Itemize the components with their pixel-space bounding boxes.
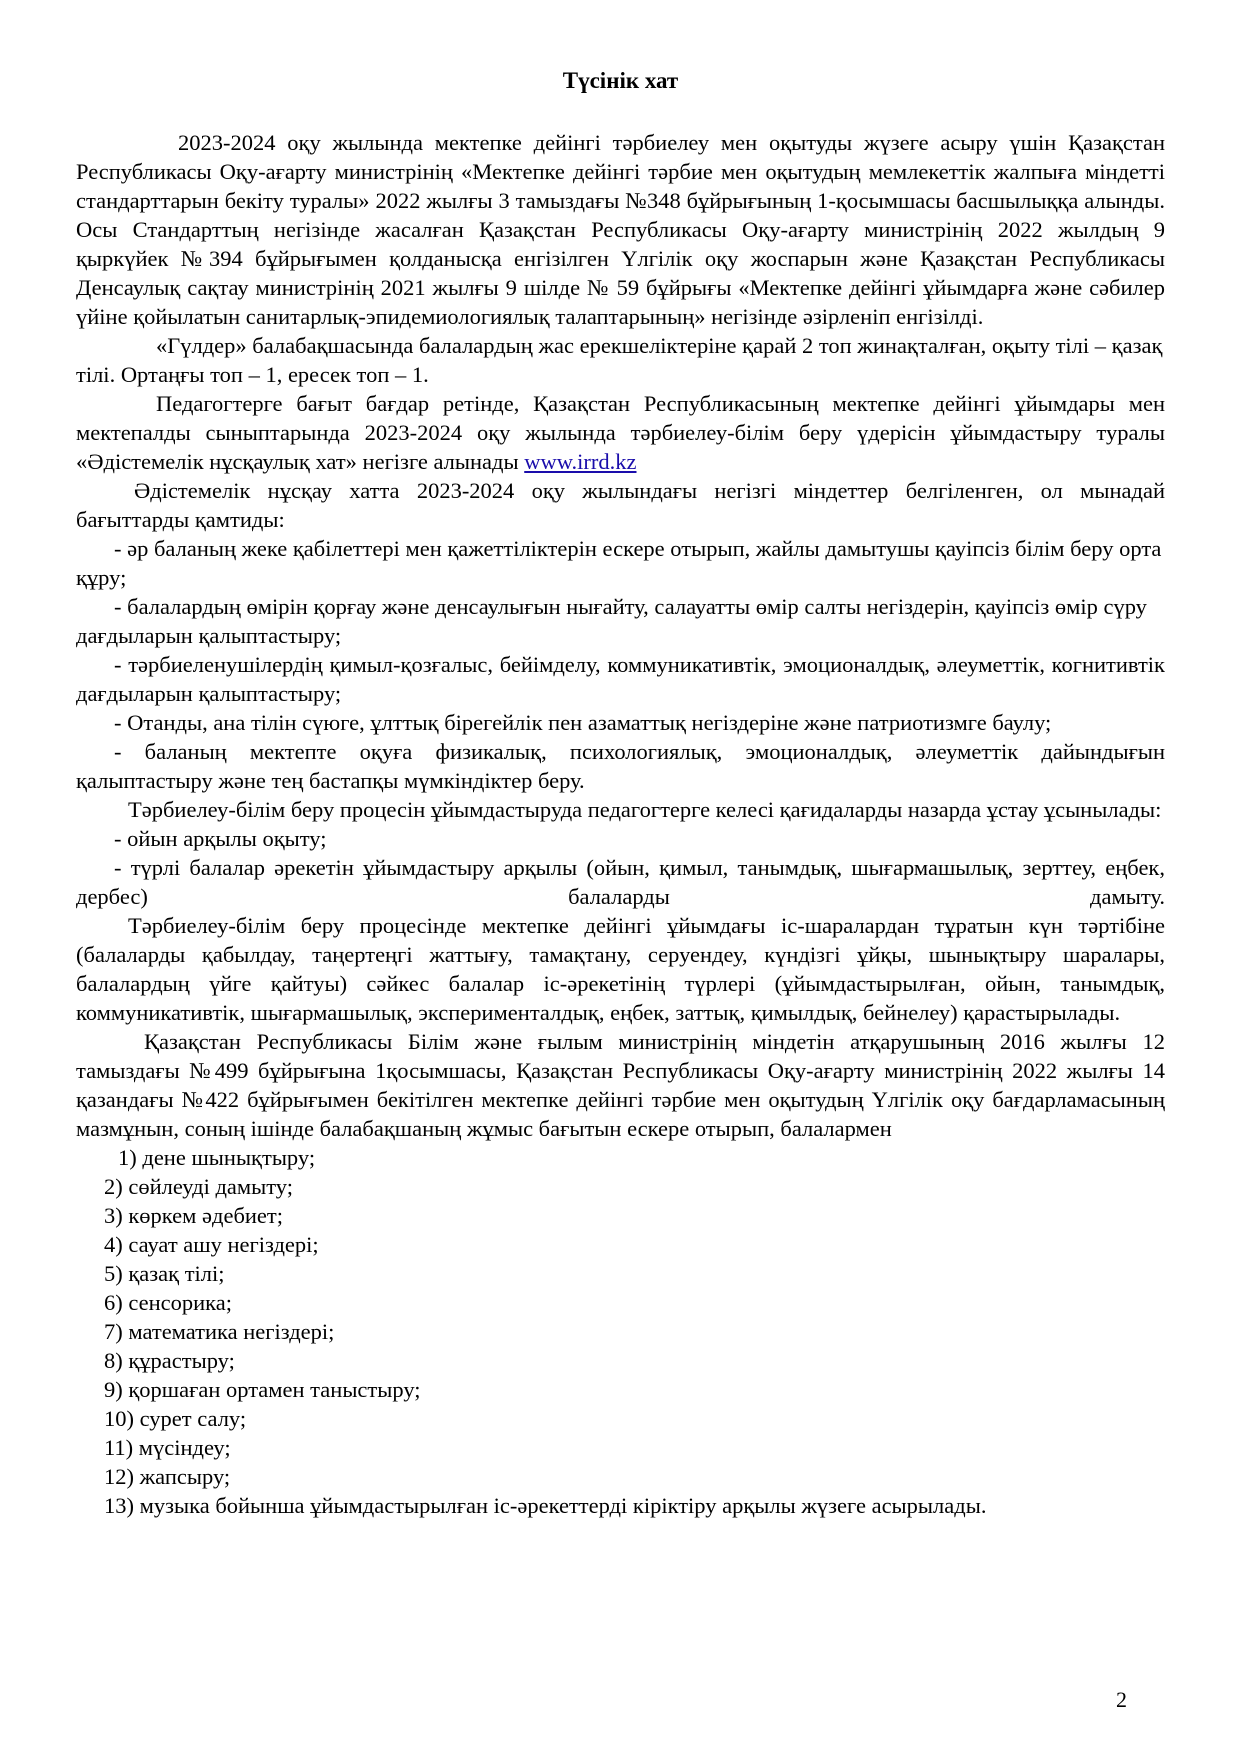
bullet-play-learning: - ойын арқылы оқыту; <box>114 826 327 851</box>
bullet-skills: - тәрбиеленушілердің қимыл-қозғалыс, бейімделу, коммуникативтік, эмоционалдық, әлеуметтік, когнитивтік дағдыларын қалыптастыру; <box>76 652 1165 706</box>
page-number: 2 <box>1116 1687 1127 1712</box>
list-item: 3) көркем әдебиет; <box>104 1203 284 1228</box>
paragraph-daily-routine: Тәрбиелеу-білім беру процесінде мектепке дейінгі ұйымдағы іс-шаралардан тұратын күн тәртібіне (балаларды қабылдау, таңертеңгі жаттығу, тамақтану, серуендеу, күндізгі ұйқы, шынықтыру шаралары, балалардың үйге қайтуы) сәйкес балалар іс-әрекетінің түрлері (ұйымдастырылған, ойын, танымдық, коммуникативтік, шығармашылық, эксперименталдық, еңбек, заттық, қимылдық, бейнелеу) қарастырылады. <box>76 913 1165 1025</box>
list-item: 13) музыка бойынша ұйымдастырылған іс-әрекеттерді кіріктіру арқылы жүзеге асырылады. <box>104 1493 987 1518</box>
list-item: 4) сауат ашу негіздері; <box>104 1232 319 1257</box>
list-item: 8) құрастыру; <box>104 1348 235 1373</box>
list-item: 11) мүсіндеу; <box>104 1435 231 1460</box>
list-item: 9) қоршаған ортамен таныстыру; <box>104 1377 421 1402</box>
paragraph-intro: 2023-2024 оқу жылында мектепке дейінгі тәрбиелеу мен оқытуды жүзеге асыру үшін Қазақстан Республикасы Оқу-ағарту министрінің «Мектепке дейінгі тәрбие мен оқытудың мемлекеттік жалпыға міндетті стандарттарын бекіту туралы» 2022 жылғы 3 тамыздағы №348 бұйрығының 1-қосымшасы басшылыққа алынды. Осы Стандарттың негізінде жасалған Қазақстан Республикасы Оқу-ағарту министрінің 2022 жылдың 9 қыркүйек №394 бұйрығымен қолданысқа енгізілген Үлгілік оқу жоспарын және Қазақстан Республикасы Денсаулық сақтау министрінің 2021 жылғы 9 шілде № 59 бұйрығы «Мектепке дейінгі ұйымдарға және сәбилер үйіне қойылатын санитарлық-эпидемиологиялық талаптарының» негізінде әзірленіп енгізілді. <box>76 130 1165 329</box>
bullet-activities: - түрлі балалар әрекетін ұйымдастыру арқылы (ойын, қимыл, танымдық, шығармашылық, зерттеу, еңбек, дербес) балаларды дамыту. <box>76 855 1165 909</box>
bullet-health: - балалардың өмірін қорғау және денсаулығын нығайту, салауатты өмір салты негіздерін, қауіпсіз өмір сүру дағдыларын қалыптастыру; <box>76 594 1147 648</box>
paragraph-methodical-letter-text: Педагогтерге бағыт бағдар ретінде, Қазақстан Республикасының мектепке дейінгі ұйымдары мен мектепалды сыныптарында 2023-2024 оқу жылында тәрбиелеу-білім беру үдерісін ұйымдастыру туралы «Әдістемелік нұсқаулық хат» негізге алынады <box>76 391 1165 474</box>
document-body <box>76 128 1165 1520</box>
list-item: 5) қазақ тілі; <box>104 1261 225 1286</box>
list-item: 7) математика негіздері; <box>104 1319 335 1344</box>
paragraph-tasks: Әдістемелік нұсқау хатта 2023-2024 оқу жылындағы негізгі міндеттер белгіленген, ол мынадай бағыттарды қамтиды: <box>76 478 1165 532</box>
irrd-link[interactable]: www.irrd.kz <box>524 449 637 474</box>
bullet-school-readiness: - баланың мектепте оқуға физикалық, психологиялық, эмоционалдық, әлеуметтік дайындығын қалыптастыру және тең бастапқы мүмкіндіктер беру. <box>76 739 1165 793</box>
list-item: 1) дене шынықтыру; <box>118 1145 316 1170</box>
list-item: 2) сөйлеуді дамыту; <box>104 1174 293 1199</box>
paragraph-principles: Тәрбиелеу-білім беру процесін ұйымдастыруда педагогтерге келесі қағидаларды назарда ұстау ұсынылады: <box>128 797 1162 822</box>
list-item: 10) сурет салу; <box>104 1406 247 1431</box>
bullet-environment: - әр баланың жеке қабілеттері мен қажеттіліктерін ескере отырып, жайлы дамытушы қауіпсіз білім беру орта құру; <box>76 536 1162 590</box>
paragraph-groups: «Гүлдер» балабақшасында балалардың жас ерекшеліктеріне қарай 2 топ жинақталған, оқыту тілі – қазақ тілі. Ортаңғы топ – 1, ересек топ – 1. <box>76 333 1163 387</box>
bullet-patriotism: - Отанды, ана тілін сүюге, ұлттық бірегейлік пен азаматтық негіздеріне және патриотизмге баулу; <box>114 710 1052 735</box>
paragraph-methodical-letter <box>76 389 1165 476</box>
activity-list <box>76 1143 1165 1520</box>
paragraph-program: Қазақстан Республикасы Білім және ғылым министрінің міндетін атқарушының 2016 жылғы 12 тамыздағы №499 бұйрығына 1қосымшасы, Қазақстан Республикасы Оқу-ағарту министрінің 2022 жылғы 14 қазандағы №422 бұйрығымен бекітілген мектепке дейінгі тәрбие мен оқытудың Үлгілік оқу бағдарламасының мазмұнын, соның ішінде балабақшаның жұмыс бағытын ескере отырып, балалармен <box>76 1029 1165 1141</box>
document-title: Түсінік хат <box>562 68 679 93</box>
list-item: 6) сенсорика; <box>104 1290 233 1315</box>
list-item: 12) жапсыру; <box>104 1464 231 1489</box>
